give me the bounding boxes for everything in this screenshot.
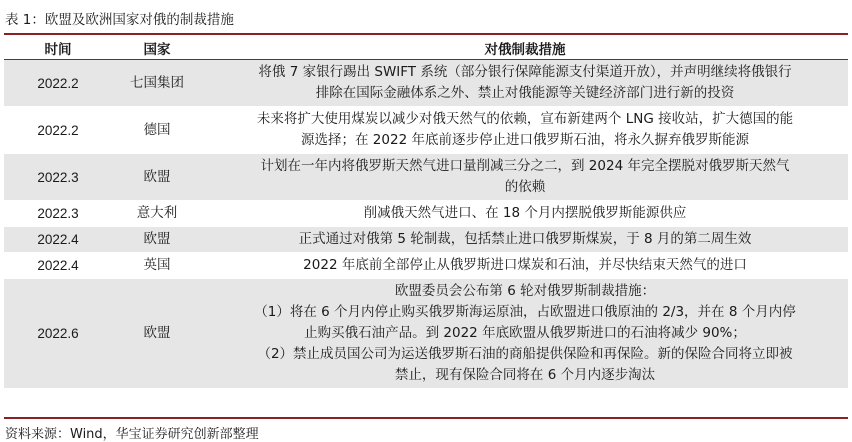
- measure-line: （1）将在 6 个月内停止购买俄罗斯海运原油，占欧盟进口俄原油的 2/3，并在 8 个月内停: [254, 304, 796, 320]
- measure-line: 禁止，现有保险合同将在 6 个月内逐步淘汰: [394, 367, 656, 383]
- table-bottom-rule: [4, 417, 848, 419]
- row-measures: [202, 227, 848, 253]
- measure-line: 源选择；在 2022 年底前逐步停止进口俄罗斯石油，将永久摒弃俄罗斯能源: [301, 132, 749, 148]
- row-time: 2022.4: [4, 253, 112, 279]
- row-measures: [202, 60, 848, 107]
- measure-line: 正式通过对俄第 5 轮制裁，包括禁止进口俄罗斯煤炭，于 8 月的第二周生效: [298, 231, 752, 247]
- row-measures: [202, 253, 848, 279]
- row-measures: [202, 107, 848, 154]
- table-caption: 表 1：欧盟及欧洲国家对俄的制裁措施: [5, 12, 234, 28]
- measure-line: 计划在一年内将俄罗斯天然气进口量削减三分之二，到 2024 年完全摆脱对俄罗斯天然气: [260, 158, 790, 174]
- measure-line: 欧盟委员会公布第 6 轮对俄罗斯制裁措施：: [394, 283, 656, 299]
- row-country: 欧盟: [112, 154, 202, 201]
- header-country: 国家: [112, 37, 202, 60]
- measure-line: （2）禁止成员国公司为运送俄罗斯石油的商船提供保险和再保险。新的保险合同将立即被: [257, 346, 793, 362]
- row-time: 2022.6: [4, 279, 112, 389]
- row-time: 2022.2: [4, 107, 112, 154]
- table-top-rule: [4, 33, 848, 35]
- table-row: [4, 201, 848, 227]
- table-header-row: [4, 37, 848, 60]
- row-country: 意大利: [112, 201, 202, 227]
- table-row: [4, 279, 848, 389]
- measure-line: 的依赖: [504, 179, 546, 195]
- row-measures: [202, 279, 848, 389]
- row-time: 2022.3: [4, 201, 112, 227]
- row-country: 欧盟: [112, 227, 202, 253]
- row-country: 七国集团: [112, 60, 202, 107]
- source-note: 资料来源：Wind，华宝证券研究创新部整理: [5, 427, 259, 442]
- row-country: 欧盟: [112, 279, 202, 389]
- measure-line: 未来将扩大使用煤炭以减少对俄天然气的依赖，宣布新建两个 LNG 接收站，扩大德国的能: [256, 111, 794, 127]
- row-country: 英国: [112, 253, 202, 279]
- header-time: 时间: [4, 37, 112, 60]
- measure-line: 削减俄天然气进口、在 18 个月内摆脱俄罗斯能源供应: [363, 205, 687, 221]
- header-measures: 对俄制裁措施: [202, 37, 848, 60]
- measure-line: 排除在国际金融体系之外、禁止对俄能源等关键经济部门进行新的投资: [315, 85, 735, 101]
- sanctions-table: [4, 37, 848, 389]
- row-measures: [202, 154, 848, 201]
- measure-line: 2022 年底前全部停止从俄罗斯进口煤炭和石油，并尽快结束天然气的进口: [303, 257, 747, 273]
- row-country: 德国: [112, 107, 202, 154]
- table-row: [4, 227, 848, 253]
- measure-line: 将俄 7 家银行踢出 SWIFT 系统（部分银行保障能源支付渠道开放），并声明继续将俄银行: [258, 64, 792, 80]
- row-time: 2022.2: [4, 60, 112, 107]
- measure-line: 止购买俄石油产品。到 2022 年底欧盟从俄罗斯进口的石油将减少 90%；: [304, 325, 746, 341]
- table-row: [4, 60, 848, 107]
- row-time: 2022.4: [4, 227, 112, 253]
- row-measures: [202, 201, 848, 227]
- table-row: [4, 253, 848, 279]
- row-time: 2022.3: [4, 154, 112, 201]
- table-row: [4, 154, 848, 201]
- table-row: [4, 107, 848, 154]
